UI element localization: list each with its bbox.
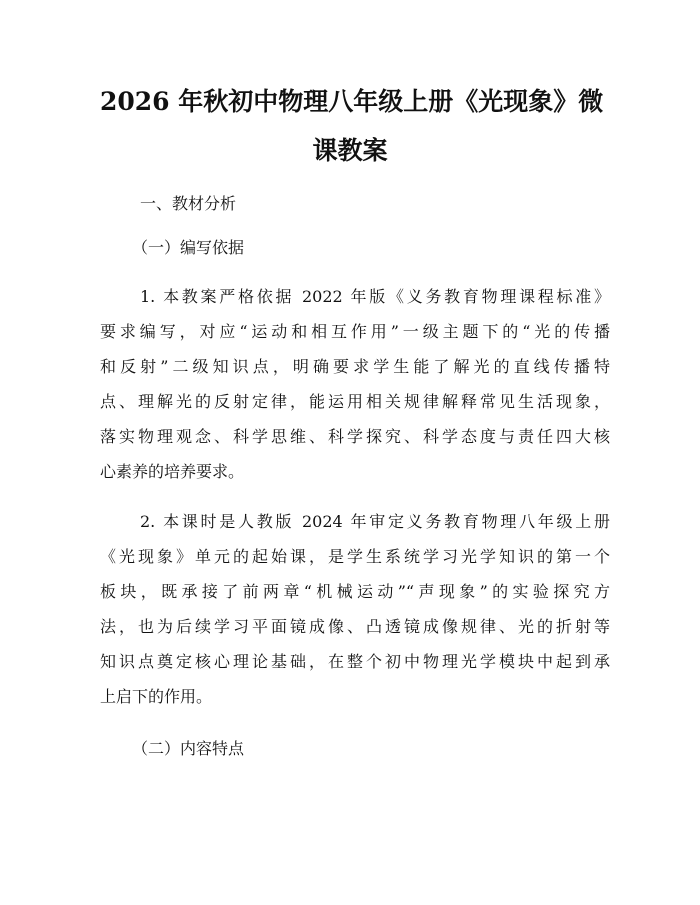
- paragraph-line: 知识点奠定核心理论基础，在整个初中物理光学模块中起到承: [100, 652, 610, 671]
- paragraph-line: 要求编写，对应“运动和相互作用”一级主题下的“光的传播: [100, 322, 610, 341]
- paragraph-line: 1. 本教案严格依据 2022 年版《义务教育物理课程标准》: [140, 287, 610, 306]
- paragraph-2: [100, 512, 610, 722]
- paragraph-line: 2. 本课时是人教版 2024 年审定义务教育物理八年级上册: [140, 512, 610, 531]
- paragraph-line: 《光现象》单元的起始课，是学生系统学习光学知识的第一个: [100, 547, 610, 566]
- paragraph-line: 心素养的培养要求。: [100, 462, 245, 481]
- paragraph-line: 上启下的作用。: [100, 687, 213, 706]
- paragraph-line: 和反射”二级知识点，明确要求学生能了解光的直线传播特: [100, 357, 610, 376]
- document-title-line-1: 2026 年秋初中物理八年级上册《光现象》微: [100, 87, 604, 116]
- subsection-heading-writing-basis: （一）编写依据: [132, 238, 245, 257]
- paragraph-line: 点、理解光的反射定律，能运用相关规律解释常见生活现象，: [100, 392, 610, 411]
- paragraph-line: 法，也为后续学习平面镜成像、凸透镜成像规律、光的折射等: [100, 617, 610, 636]
- section-heading-material-analysis: 一、教材分析: [140, 194, 237, 213]
- document-title-line-2: 课教案: [312, 136, 388, 165]
- paragraph-line: 板块，既承接了前两章“机械运动”“声现象”的实验探究方: [100, 582, 610, 601]
- subsection-heading-content-features: （二）内容特点: [132, 739, 245, 758]
- paragraph-1: [100, 287, 610, 497]
- paragraph-line: 落实物理观念、科学思维、科学探究、科学态度与责任四大核: [100, 427, 610, 446]
